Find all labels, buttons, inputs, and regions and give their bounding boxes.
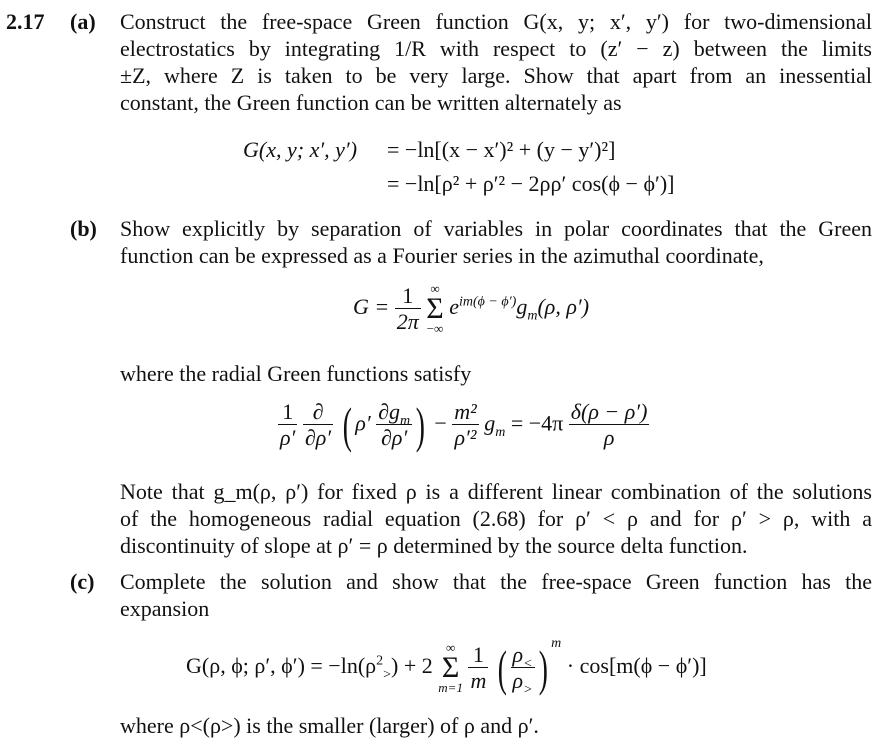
eq4-frac	[468, 643, 488, 694]
eq4-ratio-num	[511, 641, 535, 671]
radial-intro	[120, 360, 872, 387]
eq3-f3-den: ∂ρ′	[381, 425, 408, 450]
eq4-power: m	[551, 635, 562, 651]
part-a-line: electrostatics by integrating 1/R with respect to (z′ − z) between the limits	[120, 36, 872, 61]
eq2-frac-num: 1	[395, 284, 421, 309]
eq3-f3-num	[376, 399, 412, 429]
eq4-sum	[438, 642, 463, 694]
eq3-frac3	[376, 400, 412, 451]
eq2-lhs: G =	[353, 294, 390, 320]
eq1-line2: = −ln[ρ² + ρ′² − 2ρρ′ cos(ϕ − ϕ′)]	[387, 171, 675, 196]
eq1-line1: = −ln[(x − x′)² + (y − y′)²]	[387, 137, 616, 162]
eq3-minus: −	[434, 410, 447, 436]
eq2-sum-lower: −∞	[426, 321, 444, 336]
problem-number: 2.17	[6, 9, 45, 34]
eq3-inner-rho: ρ′	[355, 410, 371, 436]
part-a-line: ±Z, where Z is taken to be very large. Show that apart from an inessential	[120, 63, 872, 88]
part-a-label: (a)	[70, 9, 96, 34]
eq3-f1-num: 1	[278, 400, 297, 425]
eq4-sum-upper: ∞	[445, 640, 456, 655]
eq4-ratio-den-sub: >	[523, 681, 533, 697]
eq3-g-sub: m	[495, 424, 506, 440]
eq2-term-args: (ρ, ρ′)	[537, 294, 590, 320]
eq2-exp-base: e	[449, 294, 459, 320]
eq3-f2-den: ∂ρ′	[304, 425, 332, 450]
eq2-sum-upper: ∞	[430, 281, 440, 296]
eq3-g: g	[484, 410, 496, 436]
part-c-line: Complete the solution and show that the free-space Green function has the	[120, 569, 872, 594]
sigma-icon: Σ	[426, 292, 444, 325]
eq4-ratio-den	[511, 667, 535, 697]
eq4-lhs-sup: 2	[376, 653, 384, 669]
part-a-line: constant, the Green function can be written alternately as	[120, 90, 622, 115]
eq2-exp-power: im(ϕ − ϕ′)	[459, 294, 517, 310]
eq3-f3-num-sub: m	[400, 413, 411, 429]
eq3-radial-equation	[278, 397, 649, 453]
eq3-frac2	[303, 400, 333, 451]
sigma-icon: Σ	[441, 651, 460, 684]
eq3-f2-num: ∂	[303, 400, 333, 425]
part-b-text	[120, 215, 872, 269]
eq3-frac4	[452, 400, 478, 451]
right-paren-icon: )	[415, 397, 426, 453]
part-b-line: Show explicitly by separation of variables in polar coordinates that the Green	[120, 216, 872, 241]
eq2-prefactor	[395, 284, 421, 335]
part-b-label: (b)	[70, 216, 97, 241]
eq4-tail: · cos[m(ϕ − ϕ′)]	[566, 653, 707, 679]
eq2-frac-den: 2π	[396, 308, 419, 334]
eq3-equals: = −4π	[510, 410, 564, 436]
closing-line: where ρ<(ρ>) is the smaller (larger) of ρ and ρ′.	[120, 713, 539, 738]
eq4-plus: ) + 2	[391, 653, 433, 679]
closing-text	[120, 712, 872, 739]
eq2-term: g	[516, 294, 528, 320]
left-paren-icon: (	[342, 397, 352, 453]
right-paren-icon: )	[538, 639, 548, 696]
eq3-f4-num: m²	[454, 399, 477, 424]
eq4-sum-lower: m=1	[438, 680, 463, 695]
eq4-lhs: G(ρ, ϕ; ρ′, ϕ′) = −ln(ρ	[186, 653, 377, 679]
eq4-ratio-den-text: ρ	[512, 667, 524, 693]
eq4-ratio-num-sub: <	[523, 655, 533, 671]
part-c-label: (c)	[70, 569, 95, 594]
eq4-frac-den: m	[470, 667, 487, 693]
note-line: Note that g_m(ρ, ρ′) for fixed ρ is a different linear combination of the solutions	[120, 479, 872, 504]
part-a-line: Construct the free-space Green function G(x, y; x′, y′) for two-dimensional	[120, 9, 872, 34]
eq4-ratio	[511, 641, 535, 697]
eq4-lhs-sub: >	[383, 667, 392, 683]
eq3-f5-num: δ(ρ − ρ′)	[570, 399, 648, 424]
eq2-sum	[426, 283, 443, 335]
eq2-fourier-series	[353, 283, 589, 335]
eq4-frac-num: 1	[468, 643, 488, 668]
eq1-lhs: G(x, y; x′, y′)	[243, 137, 358, 162]
eq3-f5-den: ρ	[603, 425, 615, 450]
eq3-frac1	[278, 400, 297, 451]
note-text	[120, 478, 872, 559]
eq3-f1-den: ρ′	[280, 425, 296, 450]
left-paren-icon: (	[497, 639, 507, 696]
eq4-expansion	[186, 635, 707, 697]
part-a-text	[120, 8, 872, 116]
eq3-f3-num-text: ∂g	[378, 399, 401, 424]
radial-intro-line: where the radial Green functions satisfy	[120, 361, 472, 386]
part-b-line: function can be expressed as a Fourier series in the azimuthal coordinate,	[120, 243, 764, 268]
eq2-term-sub: m	[527, 308, 538, 324]
eq4-ratio-num-text: ρ	[512, 641, 524, 667]
part-c-line: expansion	[120, 596, 210, 621]
eq3-f4-den: ρ′²	[454, 425, 477, 450]
note-line: discontinuity of slope at ρ′ = ρ determined by the source delta function.	[120, 533, 748, 558]
eq3-frac5	[569, 400, 650, 451]
note-line: of the homogeneous radial equation (2.68) for ρ′ < ρ and for ρ′ > ρ, with a	[120, 506, 872, 531]
part-c-text	[120, 568, 872, 622]
